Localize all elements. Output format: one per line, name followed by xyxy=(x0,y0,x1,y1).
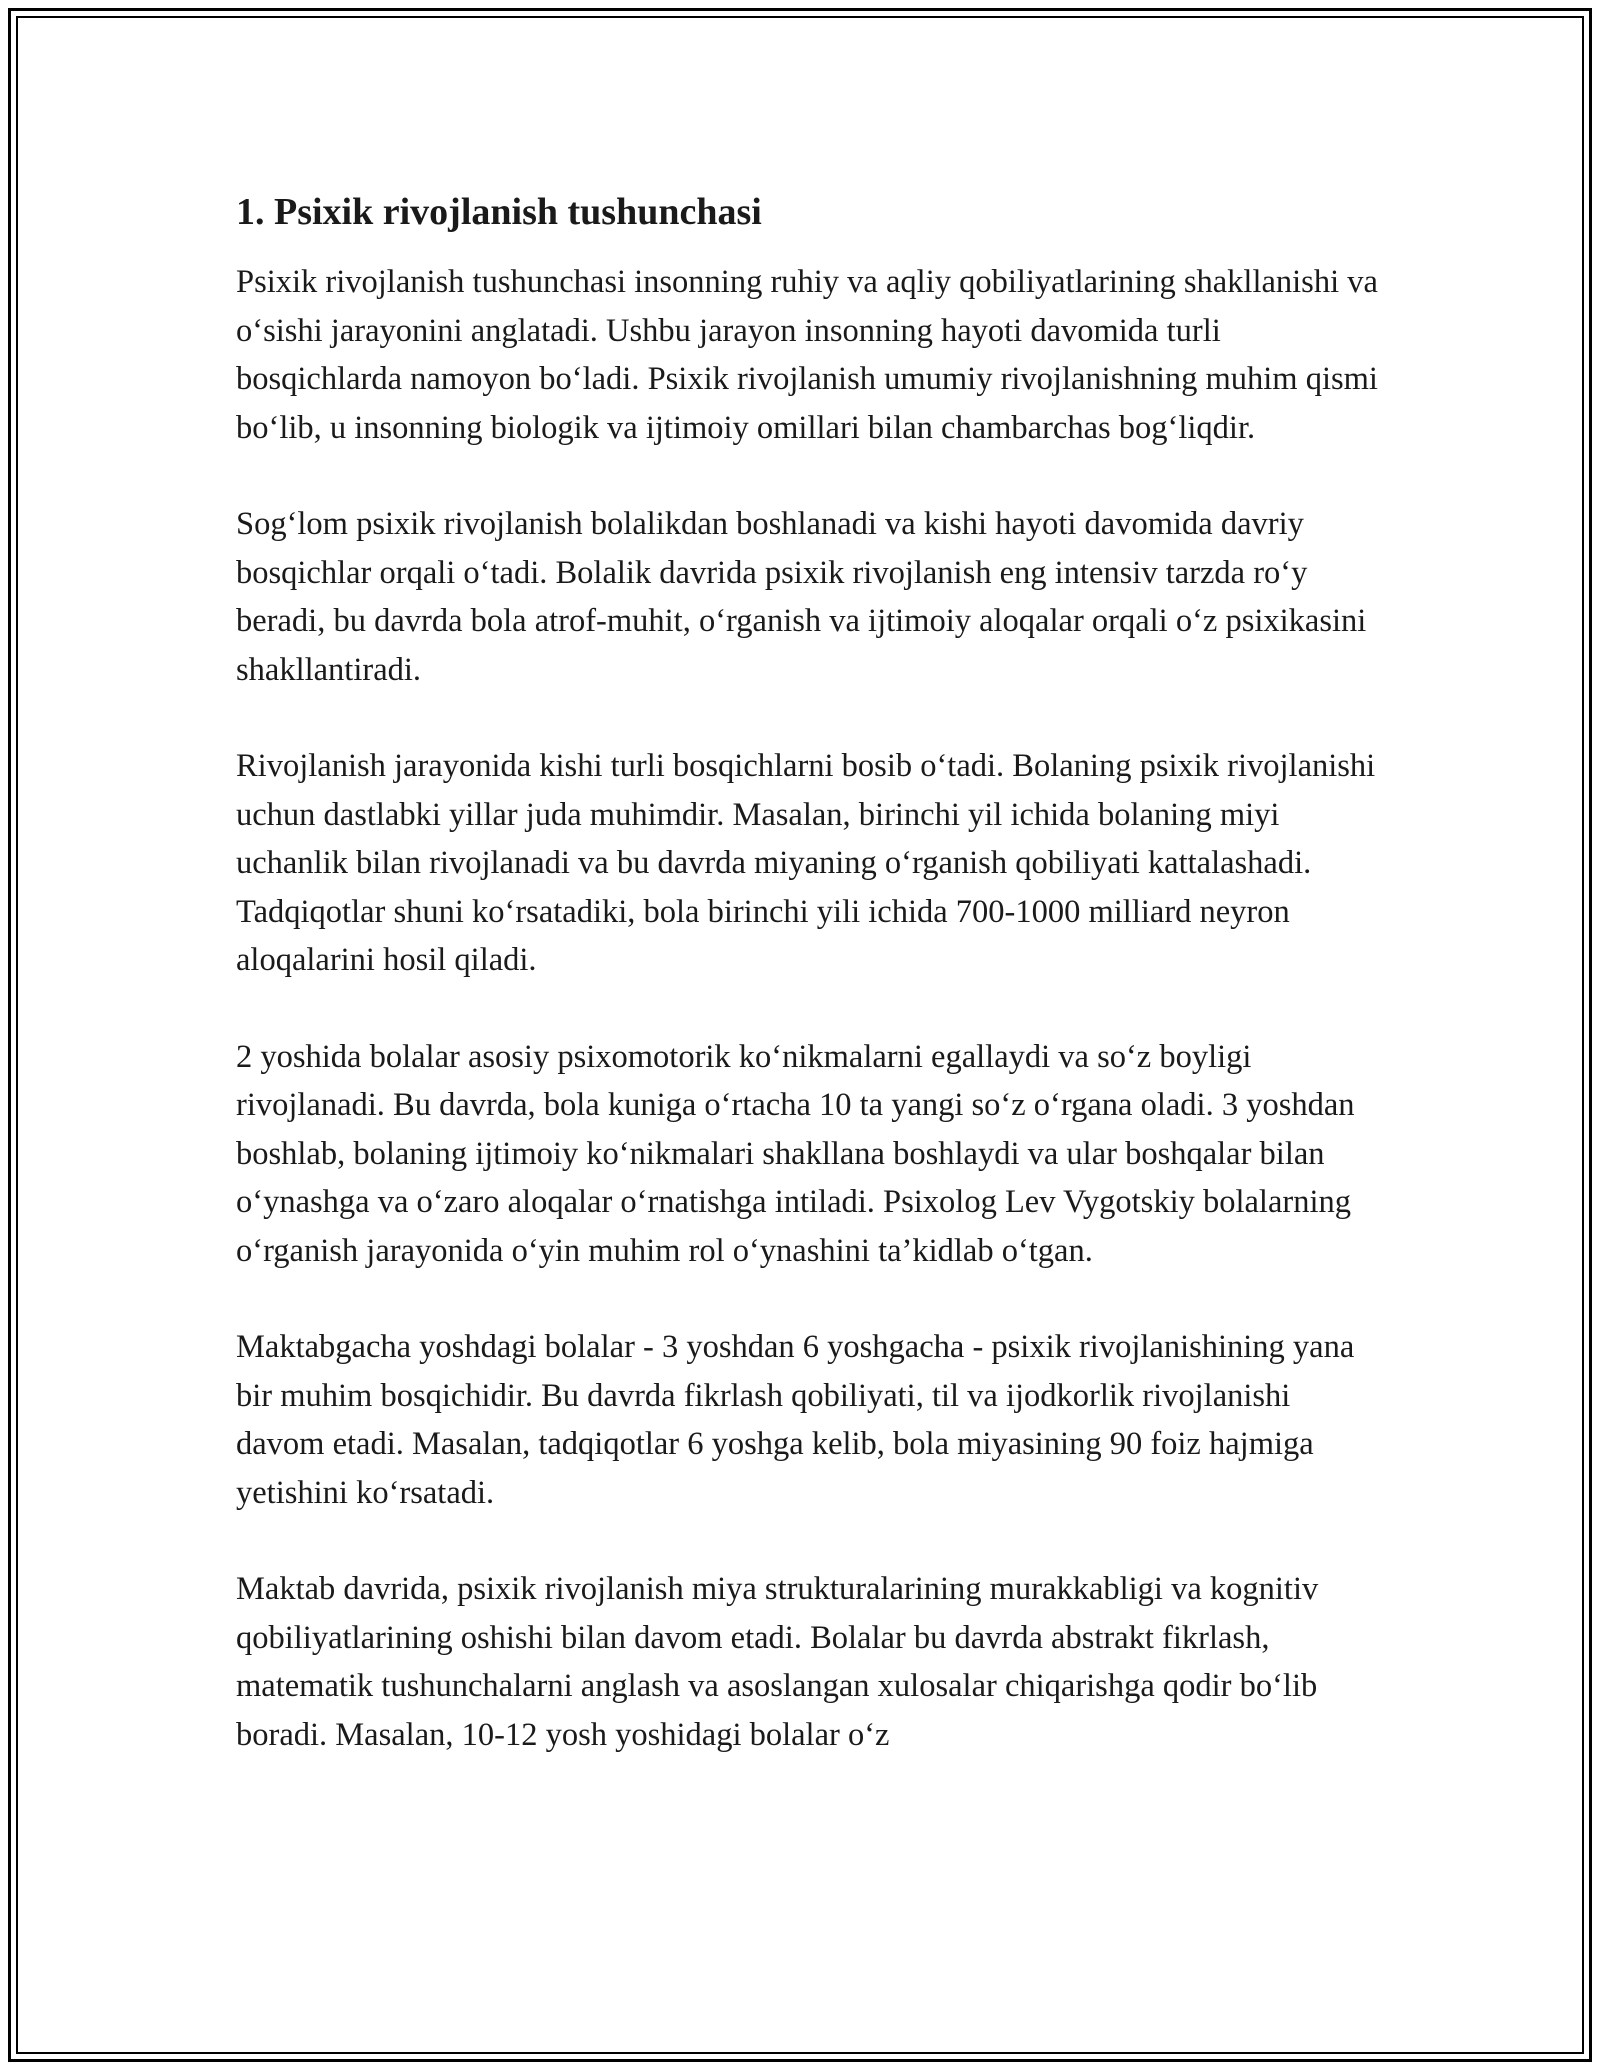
paragraph-3: Rivojlanish jarayonida kishi turli bosqichlarni bosib o‘tadi. Bolaning psixik rivojlanishi uchun dastlabki yillar juda muhimdir. Masalan, birinchi yil ichida bolaning miyi uchanlik bilan rivojlanadi va bu davrda miyaning o‘rganish qobiliyati kattalashadi. Tadqiqotlar shuni ko‘rsatadiki, bola birinchi yili ichida 700-1000 milliard neyron aloqalarini hosil qiladi. xyxy=(236,748,1376,978)
paragraph-4: 2 yoshida bolalar asosiy psixomotorik ko‘nikmalarni egallaydi va so‘z boyligi rivojlanadi. Bu davrda, bola kuniga o‘rtacha 10 ta yangi so‘z o‘rgana oladi. 3 yoshdan boshlab, bolaning ijtimoiy ko‘nikmalari shakllana boshlaydi va ular boshqalar bilan o‘ynashga va o‘zaro aloqalar o‘rnatishga intiladi. Psixolog Lev Vygotskiy bolalarning o‘rganish jarayonida o‘yin muhim rol o‘ynashini ta’kidlab o‘tgan. xyxy=(236,1038,1355,1269)
document-body xyxy=(236,188,1386,1807)
section-heading: 1. Psixik rivojlanish tushunchasi xyxy=(236,191,762,233)
paragraph-2: Sog‘lom psixik rivojlanish bolalikdan boshlanadi va kishi hayoti davomida davriy bosqichlar orqali o‘tadi. Bolalik davrida psixik rivojlanish eng intensiv tarzda ro‘y beradi, bu davrda bola atrof-muhit, o‘rganish va ijtimoiy aloqalar orqali o‘z psixikasini shakllantiradi. xyxy=(236,506,1367,688)
paragraph-6: Maktab davrida, psixik rivojlanish miya strukturalarining murakkabligi va kognitiv qobiliyatlarining oshishi bilan davom etadi. Bolalar bu davrda abstrakt fikrlash, matematik tushunchalarni anglash va asoslangan xulosalar chiqarishga qodir bo‘lib boradi. Masalan, 10-12 yosh yoshidagi bolalar o‘z xyxy=(236,1571,1319,1753)
paragraph-1: Psixik rivojlanish tushunchasi insonning ruhiy va aqliy qobiliyatlarining shakllanishi va o‘sishi jarayonini anglatadi. Ushbu jarayon insonning hayoti davomida turli bosqichlarda namoyon bo‘ladi. Psixik rivojlanish umumiy rivojlanishning muhim qismi bo‘lib, u insonning biologik va ijtimoiy omillari bilan chambarchas bog‘liqdir. xyxy=(236,264,1378,446)
paragraph-5: Maktabgacha yoshdagi bolalar - 3 yoshdan 6 yoshgacha - psixik rivojlanishining yana bir muhim bosqichidir. Bu davrda fikrlash qobiliyati, til va ijodkorlik rivojlanishi davom etadi. Masalan, tadqiqotlar 6 yoshga kelib, bola miyasining 90 foiz hajmiga yetishini ko‘rsatadi. xyxy=(236,1329,1355,1511)
